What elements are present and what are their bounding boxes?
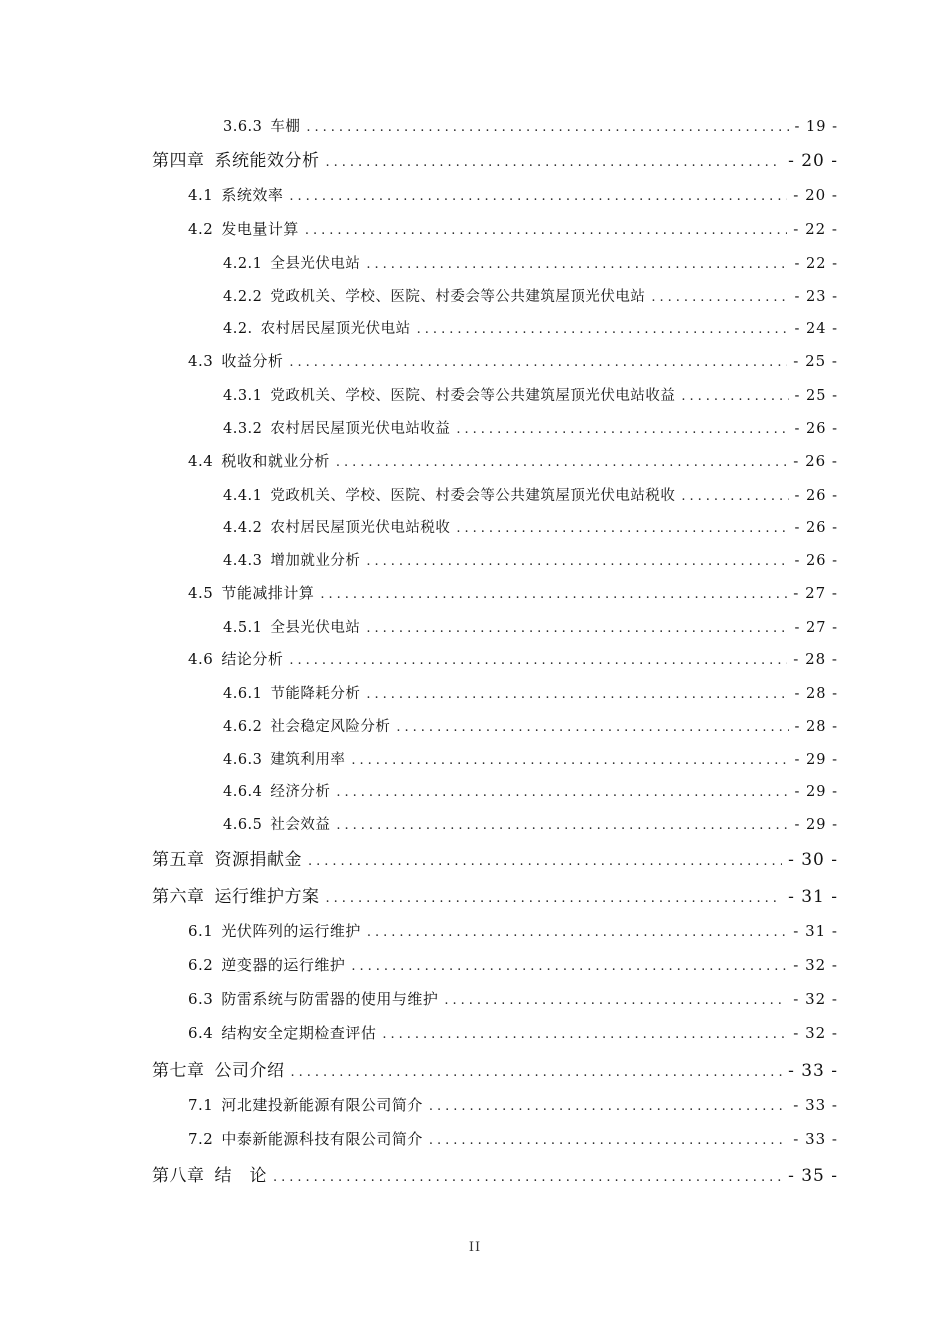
toc-entry[interactable] [223,748,838,769]
toc-entry-title: 党政机关、学校、医院、村委会等公共建筑屋顶光伏电站收益 [270,388,676,404]
toc-entry[interactable] [223,484,838,505]
toc-entry-page: - 26 - [794,553,838,569]
toc-entry-page: - 29 - [794,817,838,833]
toc-entry-number: 4.3.1 [223,388,263,404]
toc-entry[interactable] [223,252,838,273]
toc-entry[interactable] [188,1128,838,1149]
toc-leader-dots [366,621,788,636]
toc-entry-page: - 32 - [793,1024,838,1042]
toc-leader-dots [273,1170,782,1185]
toc-leader-dots [366,554,788,569]
toc-entry-number: 4.3.2 [223,421,263,437]
toc-entry-title: 经济分析 [270,784,331,800]
toc-entry-number: 6.2 [188,956,214,974]
toc-leader-dots [306,120,788,135]
toc-entry-page: - 35 - [788,1166,838,1186]
toc-entry-number: 7.1 [188,1096,214,1114]
toc-entry[interactable] [188,218,838,239]
toc-entry-title: 结论分析 [221,650,284,668]
toc-entry[interactable] [188,920,838,941]
toc-entry-number: 6.1 [188,922,214,940]
toc-entry-title: 增加就业分析 [270,553,361,569]
toc-entry-page: - 22 - [793,220,838,238]
toc-entry-page: - 26 - [794,520,838,536]
toc-entry-number: 4.2.2 [223,289,263,305]
toc-entry-number: 4.6 [188,650,214,668]
toc-entry-title: 全县光伏电站 [270,256,361,272]
toc-entry-page: - 28 - [793,650,838,668]
toc-entry-page: - 19 - [794,119,838,135]
toc-entry-page: - 31 - [793,922,838,940]
toc-entry-page: - 28 - [794,719,838,735]
toc-entry-page: - 24 - [794,321,838,337]
toc-entry[interactable] [223,317,838,338]
toc-entry[interactable] [152,146,838,171]
toc-entry[interactable] [188,648,838,669]
toc-entry-title: 节能降耗分析 [270,686,361,702]
toc-entry[interactable] [188,1022,838,1043]
toc-entry-title: 系统能效分析 [214,151,320,171]
toc-entry-title: 党政机关、学校、医院、村委会等公共建筑屋顶光伏电站税收 [270,488,676,504]
toc-entry-title: 收益分析 [221,352,284,370]
toc-entry[interactable] [188,184,838,205]
toc-entry-title: 节能减排计算 [221,584,315,602]
toc-entry-title: 农村居民屋顶光伏电站收益 [270,421,451,437]
toc-leader-dots [291,1065,783,1080]
toc-leader-dots [336,818,788,833]
toc-entry[interactable] [223,516,838,537]
toc-entry[interactable] [223,780,838,801]
toc-entry[interactable] [223,813,838,834]
toc-entry-title: 社会效益 [270,817,331,833]
toc-entry-number: 4.4.2 [223,520,263,536]
toc-entry-page: - 31 - [788,887,838,907]
toc-entry-title: 运行维护方案 [214,887,320,907]
toc-leader-dots [456,521,788,536]
toc-leader-dots [308,854,782,869]
toc-entry-title: 发电量计算 [221,220,299,238]
toc-entry-page: - 33 - [788,1061,838,1081]
toc-entry-title: 系统效率 [221,186,284,204]
toc-entry-title: 公司介绍 [214,1061,285,1081]
toc-entry[interactable] [188,350,838,371]
toc-entry-page: - 25 - [793,352,838,370]
toc-entry-title: 结 论 [214,1166,267,1186]
toc-entry-page: - 22 - [794,256,838,272]
toc-entry-page: - 29 - [794,784,838,800]
toc-entry-number: 4.6.3 [223,752,263,768]
toc-entry-number: 7.2 [188,1130,214,1148]
toc-entry-title: 中泰新能源科技有限公司简介 [221,1130,423,1148]
toc-entry-title: 农村居民屋顶光伏电站税收 [270,520,451,536]
toc-entry[interactable] [188,582,838,603]
toc-leader-dots [351,753,788,768]
toc-entry-number: 4.2 [188,220,214,238]
toc-entry-title: 农村居民屋顶光伏电站 [260,321,411,337]
toc-entry[interactable] [223,715,838,736]
toc-leader-dots [417,322,789,337]
toc-entry-page: - 27 - [793,584,838,602]
toc-entry[interactable] [152,1056,838,1081]
toc-entry-title: 结构安全定期检查评估 [221,1024,377,1042]
toc-leader-dots [366,687,788,702]
toc-entry-title: 河北建投新能源有限公司简介 [221,1096,423,1114]
toc-entry-title: 防雷系统与防雷器的使用与维护 [221,990,439,1008]
toc-entry-page: - 28 - [794,686,838,702]
toc-entry-title: 车棚 [270,119,301,135]
toc-entry-number: 第六章 [152,887,205,907]
toc-entry-number: 4.5 [188,584,214,602]
toc-entry[interactable] [152,845,838,870]
toc-entry-number: 4.4.1 [223,488,263,504]
toc-leader-dots [456,422,788,437]
toc-entry-title: 社会稳定风险分析 [270,719,391,735]
toc-entry[interactable] [223,115,838,136]
toc-entry-page: - 27 - [794,620,838,636]
toc-entry-number: 4.5.1 [223,620,263,636]
toc-leader-dots [429,1099,787,1114]
toc-entry[interactable] [152,882,838,907]
toc-entry-title: 光伏阵列的运行维护 [221,922,361,940]
toc-leader-dots [444,993,787,1008]
toc-entry-number: 4.4 [188,452,214,470]
toc-entry-page: - 33 - [793,1096,838,1114]
toc-leader-dots [681,489,788,504]
toc-entry-title: 逆变器的运行维护 [221,956,346,974]
toc-entry[interactable] [223,417,838,438]
toc-entry-page: - 32 - [793,990,838,1008]
toc-entry-number: 4.6.5 [223,817,263,833]
toc-leader-dots [289,653,787,668]
toc-entry[interactable] [223,384,838,405]
toc-entry-number: 3.6.3 [223,119,263,135]
toc-entry-page: - 29 - [794,752,838,768]
toc-entry-number: 4.2.1 [223,256,263,272]
toc-entry[interactable] [223,682,838,703]
toc-leader-dots [336,455,787,470]
toc-leader-dots [396,720,788,735]
footer-page-number: II [468,1240,482,1255]
toc-entry-title: 党政机关、学校、医院、村委会等公共建筑屋顶光伏电站 [270,289,646,305]
toc-entry-page: - 32 - [793,956,838,974]
toc-entry[interactable] [223,616,838,637]
toc-entry-number: 4.3 [188,352,214,370]
toc-entry[interactable] [152,1161,838,1186]
toc-entry-page: - 26 - [793,452,838,470]
toc-entry-page: - 23 - [794,289,838,305]
toc-entry[interactable] [188,450,838,471]
toc-entry[interactable] [223,285,838,306]
toc-entry-number: 4.1 [188,186,214,204]
toc-entry-page: - 26 - [794,488,838,504]
toc-entry-title: 全县光伏电站 [270,620,361,636]
toc-entry-number: 4.6.1 [223,686,263,702]
toc-entry[interactable] [188,1094,838,1115]
toc-entry[interactable] [188,954,838,975]
toc-leader-dots [289,189,787,204]
toc-entry[interactable] [188,988,838,1009]
toc-entry-page: - 26 - [794,421,838,437]
toc-entry[interactable] [223,549,838,570]
toc-entry-page: - 20 - [793,186,838,204]
toc-leader-dots [289,355,787,370]
toc-leader-dots [351,959,787,974]
toc-entry-page: - 30 - [788,850,838,870]
toc-leader-dots [326,891,783,906]
toc-leader-dots [326,155,783,170]
toc-leader-dots [429,1133,787,1148]
toc-entry-number: 6.3 [188,990,214,1008]
toc-leader-dots [320,587,787,602]
toc-entry-title: 建筑利用率 [270,752,346,768]
toc-leader-dots [305,223,787,238]
toc-entry-title: 资源捐献金 [214,850,302,870]
toc-leader-dots [336,785,788,800]
toc-entry-number: 第七章 [152,1061,205,1081]
toc-entry-page: - 25 - [794,388,838,404]
toc-entry-number: 第五章 [152,850,205,870]
toc-entry-number: 4.6.2 [223,719,263,735]
toc-entry-number: 4.6.4 [223,784,263,800]
toc-entry-page: - 33 - [793,1130,838,1148]
toc-leader-dots [681,389,788,404]
toc-entry-number: 第八章 [152,1166,205,1186]
toc-leader-dots [367,925,787,940]
toc-entry-number: 4.4.3 [223,553,263,569]
toc-entry-number: 6.4 [188,1024,214,1042]
toc-entry-number: 第四章 [152,151,205,171]
toc-entry-title: 税收和就业分析 [221,452,330,470]
toc-leader-dots [366,257,788,272]
toc-entry-page: - 20 - [788,151,838,171]
toc-entry-number: 4.2. [223,321,253,337]
toc-leader-dots [382,1027,787,1042]
toc-leader-dots [651,290,788,305]
